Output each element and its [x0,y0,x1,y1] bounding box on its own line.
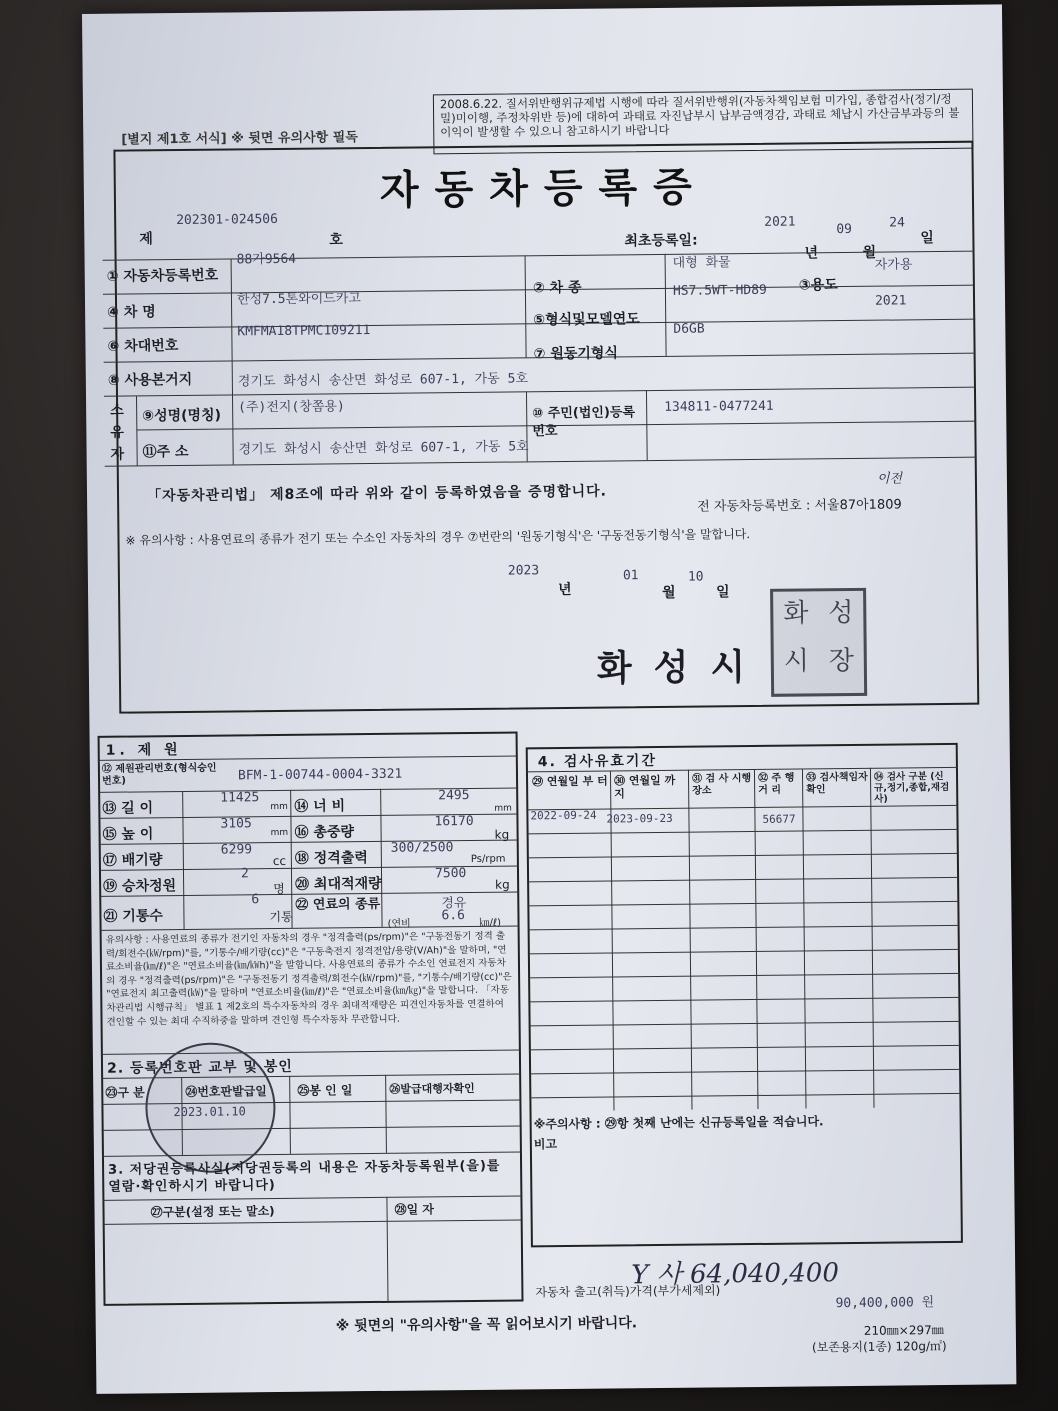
f11-label: ⑪주 소 [142,443,189,461]
reg-no-prefix: 제 [139,231,153,248]
s18-label: ⑱ 정격출력 [294,850,368,867]
s15-unit: mm [270,827,289,839]
h34-label: ㉞ 검사 구분 (신규,정기,종합,재검사) [873,771,950,805]
f9-label: ⑨성명(명칭) [142,407,222,425]
h31-label: ㉛ 검 사 시행장소 [691,773,752,797]
s17-value: 6299 [220,842,253,858]
s14-value: 2495 [438,787,470,804]
s22-value: 경유 [441,896,467,912]
issue-year: 2023 [507,563,540,579]
paper-spec: (보존용지(1종) 120g/㎡) [811,1339,947,1355]
spec-note: 유의사항 : 사용연료의 종류가 전기인 자동차의 경우 "정격출력(ps/rpm)"은 "구동전동기 정격 출력/회전수(㎾/rpm)"를, "기통수/배기량(cc)"은 "구동축전지 정격전압/용량(V/Ah)"을 말하며, "연료소비율(㎞/ℓ)"은 "연료소비율(㎞/㎾h)"을 말합니다. 사용연료의 종류가 수소인 연료전지 자동차의 경우 "정격출력(ps/rpm)"은 "구동전동기 정격출력/회전수(㎾/rpm)"를, "기통수/배기량(cc)"은 "연료전지 최고출력(㎾)"을 말하며 "연료소비율(㎞/ℓ)"은 "연료소비율(㎞/㎏)"을 말합니다. 「자동차관리법 시행규칙」 별표 1 제2호의 특수자동차의 경우 최대적재량은 피견인자동차를 연결하여 견인할 수 있는 최대 수직하중을 말하며 견인형 특수자동차 무관합니다. [105,930,512,1028]
s20-unit: kg [495,877,510,892]
c27-label: ㉗구분(설정 또는 말소) [150,1204,275,1220]
f5-year: 2021 [874,293,907,309]
s13-value: 11425 [220,790,260,806]
f2-label: ② 차 종 [532,279,582,297]
s20-label: ⑳ 최대적재량 [295,875,382,893]
f7-label: ⑦ 원동기형식 [533,345,619,363]
paper-size: 210㎜×297㎜ [863,1323,944,1338]
reg-no-value: 202301-024506 [176,211,278,229]
c23-label: ㉓구 분 [105,1085,145,1100]
h30-label: ㉚ 연월일 까 지 [613,773,676,801]
c28-label: ㉘일 자 [394,1202,434,1217]
registration-certificate [82,4,1016,1394]
f9-value: (주)전지(창쫌용) [238,399,345,416]
s18-value: 300/2500 [390,840,454,856]
handwritten-price-note: Y 사 64,040,400 [631,1258,840,1291]
f1-value: 88가9564 [236,251,297,268]
plate-section-title: 2. 등록번호판 교부 및 봉인 [106,1058,293,1077]
s21-unit: 기통 [269,909,293,925]
s21-label: ㉑ 기통수 [103,908,163,925]
reg-no-suffix: 호 [329,232,343,249]
s21-value: 6 [251,892,260,908]
official-seal: 화 성 시 장 [770,588,867,697]
inspection-to: 2023-09-23 [606,811,673,826]
mortgage-section-title: 3. 저당권등록사실(저당권등록의 내용은 자동차등록원부(을)를 열람·확인하시기 바랍니다) [108,1158,501,1195]
inspection-mileage: 56677 [762,812,796,826]
f3-value: 자가용 [874,257,913,273]
f3-label: ③용도 [798,277,838,294]
s16-value: 16170 [434,813,474,830]
f6-value: KMFMA18TPMC109211 [237,322,371,340]
s16-label: ⑯ 총중량 [294,824,355,841]
f1-label: ① 자동차등록번호 [106,267,219,285]
s16-unit: kg [494,827,510,842]
issue-month-unit: 월 [662,584,676,601]
s19-label: ⑲ 승차정원 [103,878,177,895]
s19-value: 2 [240,866,249,882]
inspection-from: 2022-09-24 [530,808,597,823]
s12-value: BFM-1-00744-0004-3321 [237,766,403,784]
s14-label: ⑭ 너 비 [294,798,346,815]
f4-label: ④ 차 명 [107,304,156,321]
prev-reg-label: 전 자동차등록번호 : 서울87아1809 [697,497,902,515]
form-header-note: [별지 제1호 서식] ※ 뒷면 유의사항 필독 [121,130,358,148]
c26-label: ㉖발급대행자확인 [389,1081,475,1096]
first-reg-year-unit: 년 [804,245,819,262]
f6-label: ⑥ 차대번호 [107,338,179,355]
document-title: 자동차등록증 [379,163,709,214]
first-reg-month: 09 [836,221,853,238]
price-value: 90,400,000 원 [835,1295,935,1312]
s12-label: ⑫ 제원관리번호(형식승인번호) [101,762,217,787]
s15-value: 3105 [220,816,252,832]
s22-eff-label: (연비 [387,918,411,930]
f11-value: 경기도 화성시 송산면 화성로 607-1, 가동 5호 [238,439,529,458]
spec-section-title: 1. 제 원 [105,741,182,759]
certification-statement: 「자동차관리법」 제8조에 따라 위와 같이 등록하였음을 증명합니다. [146,483,608,505]
h32-label: ㉜ 주 행 거 리 [757,772,795,796]
s14-unit: mm [494,803,512,814]
first-reg-label: 최초등록일: [624,232,698,250]
f7-value: D6GB [673,321,705,337]
c25-label: ㉕봉 인 일 [297,1083,353,1098]
first-reg-day-unit: 일 [920,230,935,247]
first-reg-day: 24 [889,215,905,231]
price-label: 자동차 출고(취득)가격(부가세제외) [535,1283,721,1300]
inspection-caution: ※주의사항 : ㉙항 첫째 난에는 신규등록일을 적습니다. [533,1114,824,1132]
f8-value: 경기도 화성시 송산면 화성로 607-1, 가동 5호 [237,371,529,390]
issue-day: 10 [687,569,704,585]
f2-value: 대형 화물 [672,255,731,271]
s19-unit: 명 [273,881,285,897]
f10-label: ⑩ 주민(법인)등록번호 [532,405,636,440]
s22-eff-unit: ㎞/ℓ) [479,917,502,929]
h29-label: ㉙ 연월일 부 터 [531,774,608,789]
s22-eff: 6.6 [441,908,466,924]
prev-reg-handwritten: 이전 [876,471,903,487]
issue-month: 01 [622,568,639,584]
f8-label: ⑧ 사용본거지 [107,371,193,389]
f10-value: 134811-0477241 [664,398,774,415]
s13-unit: mm [270,801,288,813]
s22-label: ㉒ 연료의 종류 [295,896,381,913]
f4-value: 한성7.5톤와이드카고 [236,291,362,308]
footer-note: ※ 뒷면의 "유의사항"을 꼭 읽어보시기 바랍니다. [335,1315,638,1335]
c24-label: ㉔번호판발급일 [185,1084,267,1099]
s20-value: 7500 [434,866,467,882]
issuer-city: 화성시 [596,645,768,690]
s17-label: ⑰ 배기량 [102,852,163,869]
s15-label: ⑮ 높 이 [102,826,154,843]
s13-label: ⑬ 길 이 [102,800,154,817]
inspection-section-title: 4. 검사유효기간 [537,753,658,771]
f5-value: HS7.5WT-HD89 [672,282,767,299]
issue-day-unit: 일 [716,584,730,601]
owner-label: 소유자 [110,402,125,463]
s18-unit: Ps/rpm [470,853,506,865]
s17-unit: cc [272,853,287,869]
penalty-notice: 2008.6.22. 질서위반행위규제법 시행에 따라 질서위반행위(자동차책임보험 미가입, 종합검사(정기/정밀)미이행, 주정차위반 등)에 대하여 과태료 자진납부시 납부금액경감, 과태료 체납시 가산금부과등의 불이익이 발생할 수 있으니 참고하시기 바랍니다 [433,89,974,155]
inspection-remark: 비고 [533,1137,558,1152]
first-reg-month-unit: 월 [862,244,877,261]
f5-label: ⑤형식및모델연도 [533,311,640,329]
first-reg-year: 2021 [764,214,796,230]
caution-fuel-type: ※ 유의사항 : 사용연료의 종류가 전기 또는 수소인 자동차의 경우 ⑦번란의 '원동기형식'은 '구동전동기형식'을 말합니다. [125,527,751,548]
issue-year-unit: 년 [557,581,572,599]
h33-label: ㉝ 검사책임자 확인 [805,771,868,796]
plate-stamp-date: 2023.01.10 [173,1104,246,1120]
